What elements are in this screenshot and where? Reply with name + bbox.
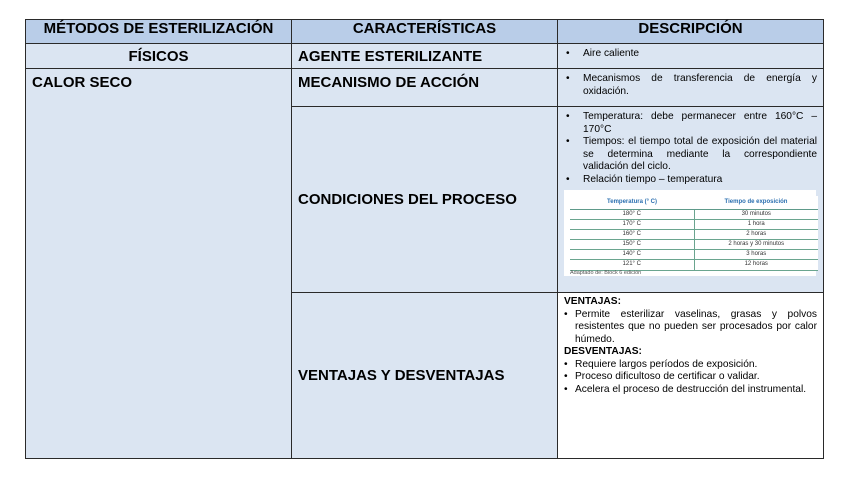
mecanismo-item: • Mecanismos de transferencia de energía y oxidación. bbox=[564, 73, 817, 98]
time-cell: 2 horas y 30 minutos bbox=[694, 240, 818, 250]
temp-row bbox=[570, 229, 818, 239]
temp-header-temperature: Temperatura (° C) bbox=[570, 196, 694, 209]
metodo-cell: CALOR SECO bbox=[26, 69, 292, 459]
desventajas-item: • Acelera el proceso de destrucción del instrumental. bbox=[564, 384, 817, 397]
header-methods: MÉTODOS DE ESTERILIZACIÓN bbox=[26, 20, 292, 44]
header-description: DESCRIPCIÓN bbox=[558, 20, 824, 44]
temp-row bbox=[570, 250, 818, 260]
temp-cell: 170° C bbox=[570, 219, 694, 229]
temp-cell: 160° C bbox=[570, 229, 694, 239]
ventajas-title: VENTAJAS: bbox=[564, 296, 621, 307]
condiciones-item-relacion: • Relación tiempo – temperatura bbox=[564, 174, 817, 187]
time-cell: 1 hora bbox=[694, 219, 818, 229]
time-cell: 2 horas bbox=[694, 229, 818, 239]
desventajas-item: • Requiere largos períodos de exposición. bbox=[564, 359, 817, 372]
ventajas-label: VENTAJAS Y DESVENTAJAS bbox=[292, 293, 558, 459]
time-cell: 30 minutos bbox=[694, 209, 818, 219]
agente-label: AGENTE ESTERILIZANTE bbox=[292, 44, 558, 69]
temp-row bbox=[570, 219, 818, 229]
ventajas-item: • Permite esterilizar vaselinas, grasas y polvos resistentes que no pueden ser procesados por calor húmedo. bbox=[564, 309, 817, 347]
header-row bbox=[26, 20, 824, 44]
row-agente bbox=[26, 44, 824, 69]
time-cell: 12 horas bbox=[694, 260, 818, 270]
temp-cell: 150° C bbox=[570, 240, 694, 250]
temp-row bbox=[570, 209, 818, 219]
mecanismo-desc bbox=[558, 69, 824, 107]
desventajas-item: • Proceso dificultoso de certificar o validar. bbox=[564, 371, 817, 384]
agente-item: • Aire caliente bbox=[564, 48, 817, 61]
ventajas-desc bbox=[558, 293, 824, 459]
mecanismo-label: MECANISMO DE ACCIÓN bbox=[292, 69, 558, 107]
condiciones-label: CONDICIONES DEL PROCESO bbox=[292, 107, 558, 293]
condiciones-desc bbox=[558, 107, 824, 293]
temp-row bbox=[570, 240, 818, 250]
temp-cell: 121° C bbox=[570, 260, 694, 270]
time-cell: 3 horas bbox=[694, 250, 818, 260]
row-mecanismo bbox=[26, 69, 824, 107]
fisicos-cell: FÍSICOS bbox=[26, 44, 292, 69]
temperature-time-table bbox=[570, 196, 818, 271]
agente-desc bbox=[558, 44, 824, 69]
condiciones-item-tiempos: • Tiempos: el tiempo total de exposición del material se determina mediante la correspondiente validación del ciclo. bbox=[564, 136, 817, 174]
header-characteristics: CARACTERÍSTICAS bbox=[292, 20, 558, 44]
desventajas-title: DESVENTAJAS: bbox=[564, 346, 642, 357]
sterilization-table bbox=[25, 19, 824, 459]
temperature-time-image bbox=[564, 190, 816, 276]
condiciones-item-temperatura: • Temperatura: debe permanecer entre 160°C – 170°C bbox=[564, 111, 817, 136]
temp-table-caption: Adaptado de: Block 6 edición bbox=[570, 270, 642, 276]
temp-cell: 140° C bbox=[570, 250, 694, 260]
temp-cell: 180° C bbox=[570, 209, 694, 219]
temp-header-time: Tiempo de exposición bbox=[694, 196, 818, 209]
